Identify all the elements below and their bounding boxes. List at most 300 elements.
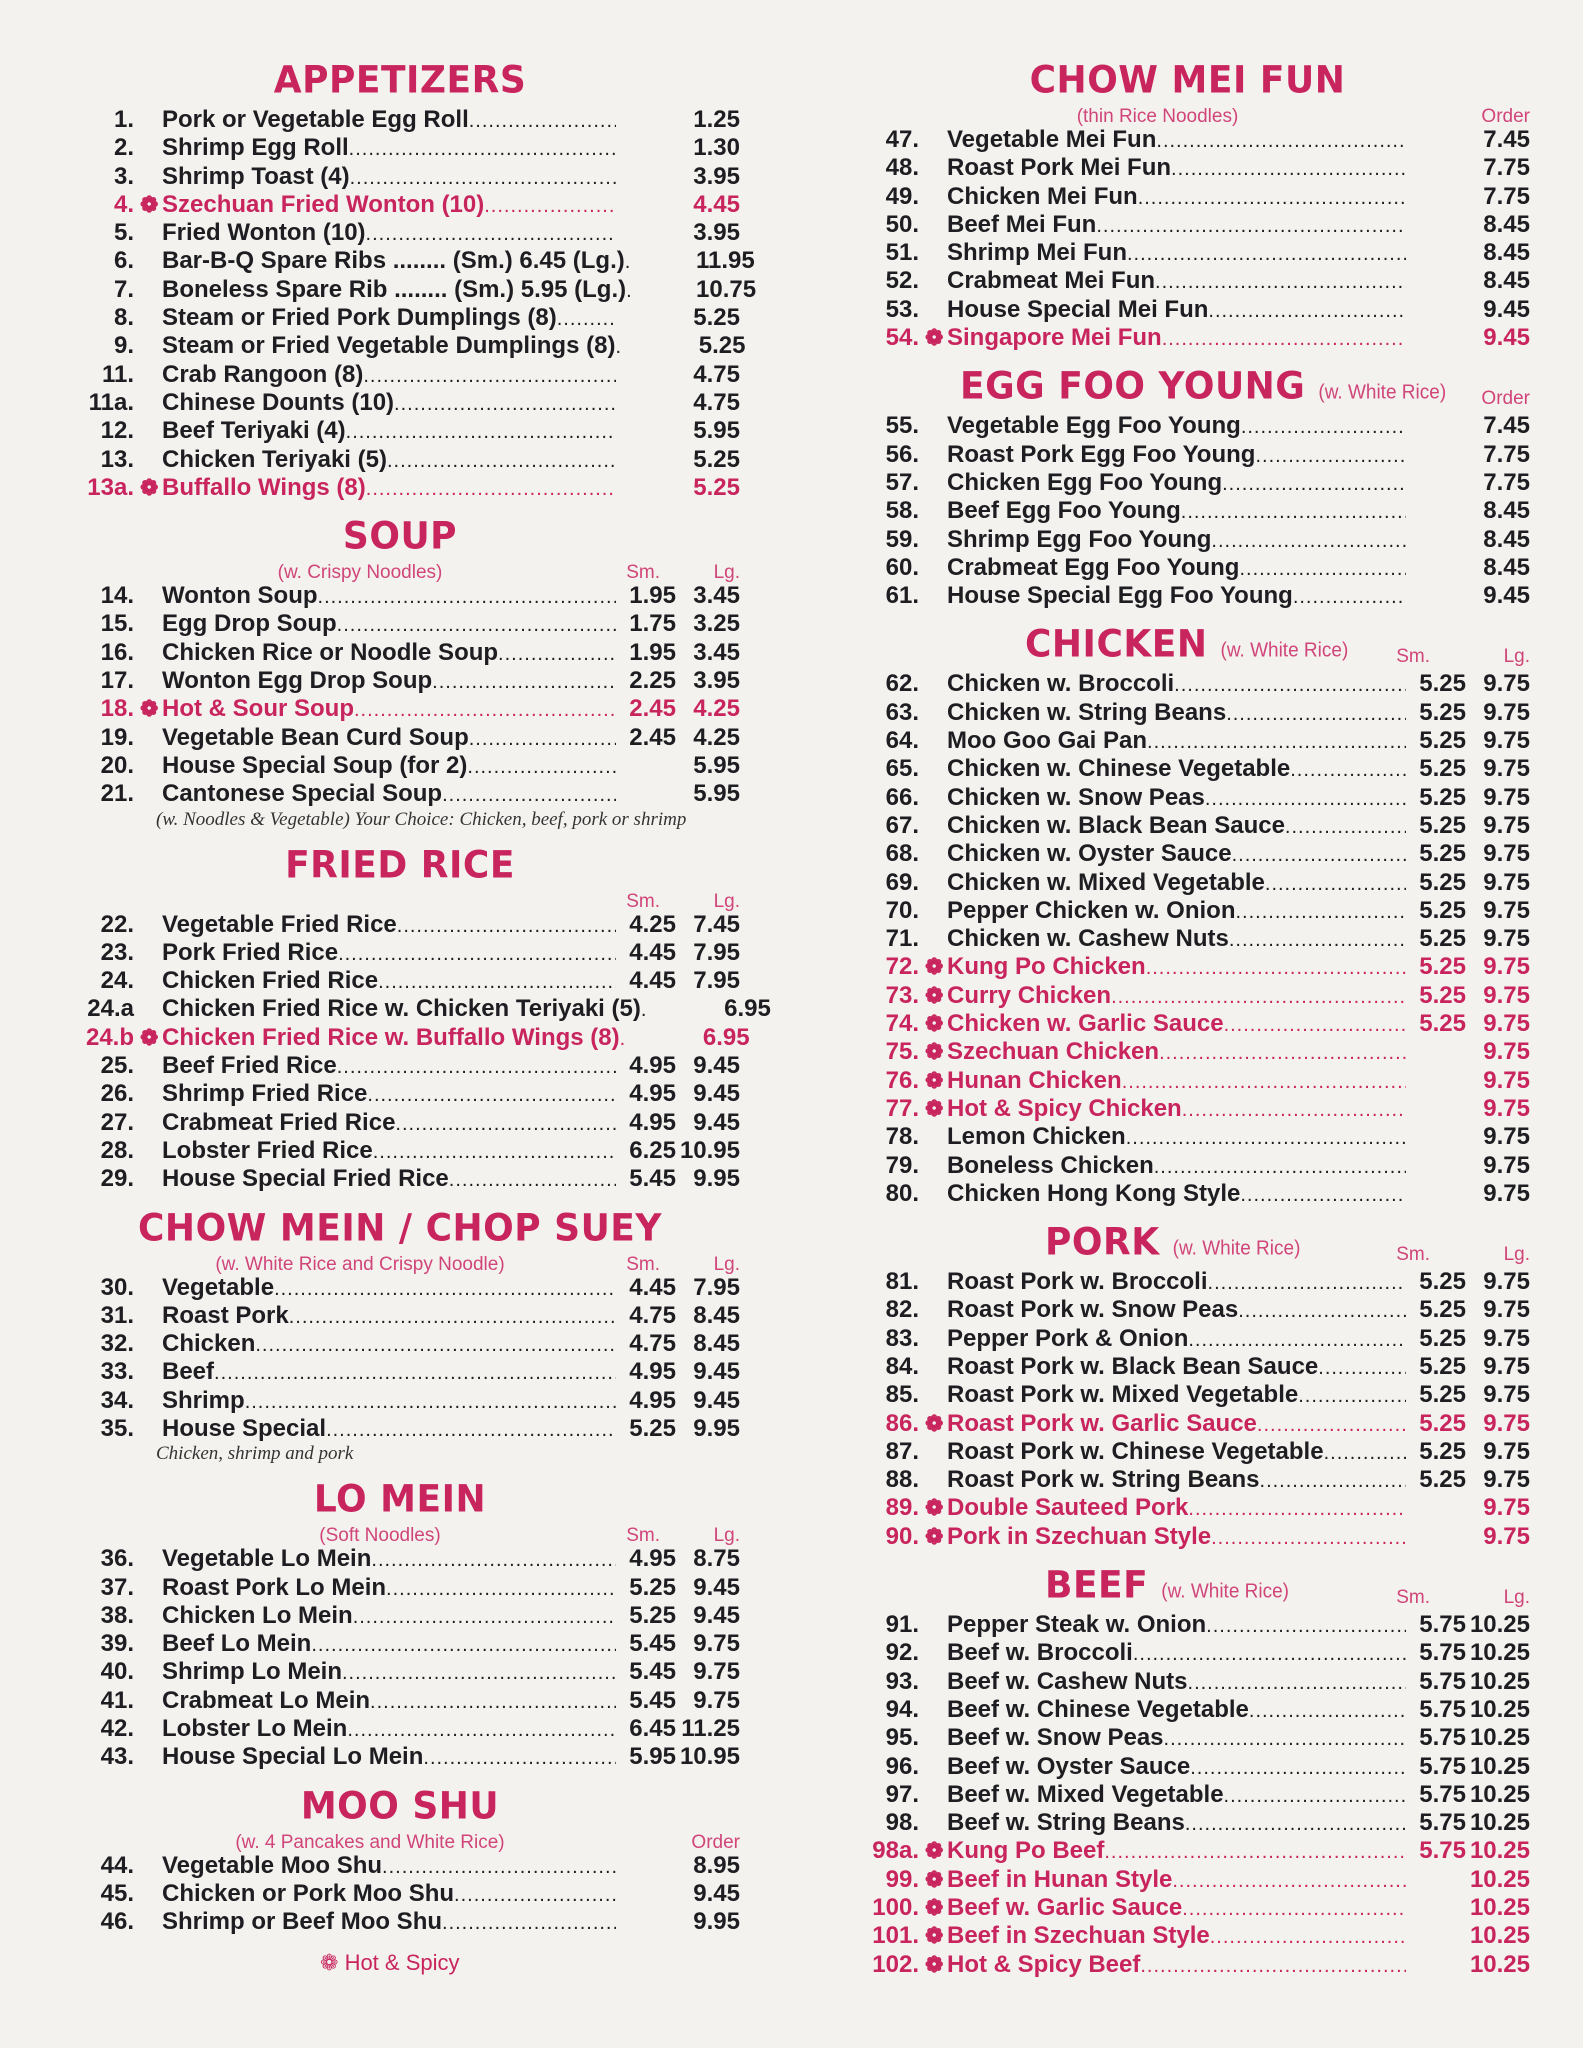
item-name: Buffallo Wings (8) <box>162 473 366 501</box>
dot-leader <box>1126 1127 1406 1150</box>
dot-leader <box>1156 130 1406 153</box>
dot-leader <box>432 671 616 694</box>
item-number: 29. <box>100 1165 134 1193</box>
section-subtitle: (w. White Rice) <box>1220 640 1349 663</box>
section-fried-rice <box>60 843 771 1194</box>
pepper-icon: ❁ <box>925 982 944 1008</box>
price: 10.25 <box>1469 1752 1530 1780</box>
price: 9.45 <box>693 1080 740 1108</box>
item-number: 65. <box>885 755 919 783</box>
item-number: 50. <box>885 210 919 238</box>
item-name: Beef w. Mixed Vegetable <box>947 1780 1224 1808</box>
dot-leader <box>1239 558 1406 581</box>
menu-item <box>845 670 1530 698</box>
price: 9.45 <box>693 1358 740 1386</box>
price-small: 5.25 <box>1419 1324 1466 1352</box>
price: 9.75 <box>1483 953 1530 981</box>
item-number: 93. <box>885 1667 919 1695</box>
section-header <box>845 1565 1530 1611</box>
item-name: Wonton Egg Drop Soup <box>162 667 433 695</box>
section-title <box>60 844 740 887</box>
menu-item <box>845 324 1530 352</box>
dot-leader <box>1127 243 1406 266</box>
column-header-small: Sm. <box>626 1525 660 1547</box>
dot-leader <box>1133 1643 1406 1666</box>
price-small: 5.25 <box>1419 1466 1466 1494</box>
price-small: 5.25 <box>1419 1352 1466 1380</box>
price-small: 5.25 <box>1419 1296 1466 1324</box>
item-name: Pepper Steak w. Onion <box>947 1611 1207 1639</box>
menu-item <box>845 582 1530 610</box>
section-subtitle: (w. White Rice) <box>1172 1237 1301 1260</box>
dot-leader <box>626 280 632 303</box>
menu-item <box>60 1052 740 1080</box>
item-number: 60. <box>885 553 919 581</box>
price: 4.25 <box>693 695 740 723</box>
item-number: 30. <box>100 1273 134 1301</box>
dot-leader <box>1182 1099 1406 1122</box>
legend-label: Hot & Spicy <box>344 1950 460 1975</box>
item-name: Pepper Chicken w. Onion <box>947 896 1236 924</box>
column-header-order: Order <box>691 1831 740 1853</box>
dot-leader <box>342 1662 616 1685</box>
item-number: 3. <box>113 162 134 190</box>
dot-leader <box>1224 1014 1406 1037</box>
pepper-icon: ❁ <box>140 696 159 722</box>
price-small: 5.95 <box>629 1743 676 1771</box>
section-title-text: LO MEIN <box>313 1478 487 1522</box>
price-small: 5.25 <box>1419 840 1466 868</box>
item-number: 99. <box>885 1865 919 1893</box>
dot-leader <box>378 971 616 994</box>
item-name: Chicken w. String Beans <box>947 698 1227 726</box>
dot-leader <box>1324 1442 1406 1465</box>
price: 1.25 <box>693 106 740 133</box>
price: 8.45 <box>1483 210 1530 238</box>
pepper-icon: ❁ <box>925 1011 944 1037</box>
dot-leader <box>1111 986 1406 1009</box>
section-chow-mei-fun <box>845 60 1530 352</box>
item-name: Beef in Hunan Style <box>947 1865 1173 1893</box>
item-name: House Special Egg Foo Young <box>947 582 1293 610</box>
price: 9.75 <box>1483 1010 1530 1038</box>
section-subheader <box>60 1832 740 1852</box>
price-small: 4.95 <box>629 1080 676 1108</box>
item-number: 22. <box>100 910 134 938</box>
menu-item <box>60 1023 750 1052</box>
menu-item <box>845 1381 1530 1409</box>
menu-item <box>845 1894 1530 1922</box>
menu-item <box>60 667 740 695</box>
price: 8.75 <box>693 1545 740 1573</box>
price-small: 5.25 <box>629 1573 676 1601</box>
menu-item <box>60 1109 740 1137</box>
item-number: 55. <box>885 412 919 440</box>
menu-item <box>60 275 757 304</box>
item-name: Pork Fried Rice <box>162 938 339 966</box>
item-name: Shrimp <box>162 1386 245 1414</box>
item-number: 7. <box>113 275 134 303</box>
menu-item <box>60 939 740 967</box>
dot-leader <box>1238 1300 1406 1323</box>
price-small: 5.25 <box>629 1414 676 1442</box>
menu-item <box>60 1715 740 1743</box>
dot-leader <box>1222 473 1406 496</box>
item-name: Curry Chicken <box>947 981 1112 1009</box>
item-number: 46. <box>100 1908 134 1936</box>
menu-item <box>845 1922 1530 1950</box>
menu-item <box>60 695 740 723</box>
menu-item <box>845 554 1530 582</box>
item-number: 76. <box>885 1066 919 1094</box>
item-name: Vegetable Mei Fun <box>947 126 1157 153</box>
item-number: 35. <box>100 1414 134 1442</box>
item-number: 69. <box>885 868 919 896</box>
item-number: 37. <box>100 1573 134 1601</box>
price-small: 5.45 <box>629 1165 676 1193</box>
item-number: 81. <box>885 1268 919 1296</box>
section-chicken <box>845 624 1530 1208</box>
section-title-text: BEEF <box>1045 1564 1149 1608</box>
dot-leader <box>1298 1385 1406 1408</box>
section-header <box>60 1479 740 1525</box>
price: 9.75 <box>693 1686 740 1714</box>
price: 9.75 <box>1483 1151 1530 1179</box>
item-number: 24.a <box>87 995 134 1023</box>
price: 9.75 <box>1483 1038 1530 1066</box>
pepper-icon: ❁ <box>925 1838 944 1864</box>
item-number: 15. <box>100 610 134 638</box>
price: 7.95 <box>693 967 740 995</box>
pepper-icon: ❁ <box>925 1523 944 1549</box>
price-small: 4.95 <box>629 1386 676 1414</box>
item-name: Vegetable Moo Shu <box>162 1851 383 1879</box>
dot-leader <box>1188 1672 1406 1695</box>
item-number: 21. <box>100 780 134 808</box>
price: 9.45 <box>693 1108 740 1136</box>
menu-item <box>845 727 1530 755</box>
section-title-text: MOO SHU <box>300 1784 500 1828</box>
item-name: Chicken w. Black Bean Sauce <box>947 811 1285 839</box>
price: 9.45 <box>693 1386 740 1414</box>
price-small: 5.25 <box>1419 953 1466 981</box>
dot-leader <box>1290 759 1406 782</box>
item-name: Cantonese Special Soup <box>162 780 443 808</box>
item-number: 78. <box>885 1123 919 1151</box>
dot-leader <box>1285 816 1406 839</box>
column-header-small: Sm. <box>1396 1244 1430 1266</box>
price-small: 4.45 <box>629 938 676 966</box>
dot-leader <box>397 915 616 938</box>
item-name: Pork in Szechuan Style <box>947 1522 1212 1550</box>
item-name: Beef Mei Fun <box>947 210 1097 238</box>
price: 9.75 <box>693 1630 740 1658</box>
dot-leader <box>467 756 616 779</box>
price-small: 5.75 <box>1419 1724 1466 1752</box>
menu-item <box>845 412 1530 440</box>
price-small: 5.45 <box>629 1658 676 1686</box>
item-number: 63. <box>885 698 919 726</box>
menu-item <box>60 967 740 995</box>
section-header <box>60 60 740 106</box>
item-name: House Special Fried Rice <box>162 1165 449 1193</box>
price: 10.25 <box>1469 1639 1530 1667</box>
dot-leader <box>1146 957 1406 980</box>
item-number: 102. <box>872 1950 919 1978</box>
price: 9.75 <box>1483 1522 1530 1550</box>
price: 9.75 <box>1483 981 1530 1009</box>
right-column <box>845 60 1530 1993</box>
dot-leader <box>1096 215 1406 238</box>
price: 9.75 <box>1483 1123 1530 1151</box>
price: 7.45 <box>1483 126 1530 153</box>
menu-item <box>845 526 1530 554</box>
menu-item <box>60 639 740 667</box>
price: 6.95 <box>724 995 771 1023</box>
menu-item <box>60 582 740 610</box>
dot-leader <box>1181 501 1406 524</box>
price-small: 5.75 <box>1419 1639 1466 1667</box>
item-number: 86. <box>885 1409 919 1437</box>
menu-item <box>845 699 1530 727</box>
item-name: Beef Lo Mein <box>162 1630 312 1658</box>
price-small: 1.95 <box>629 582 676 610</box>
section-title-text: CHOW MEIN / CHOP SUEY <box>138 1206 662 1250</box>
menu-item <box>60 1302 740 1330</box>
price: 7.75 <box>1483 154 1530 182</box>
price: 3.95 <box>693 667 740 695</box>
item-number: 43. <box>100 1743 134 1771</box>
dot-leader <box>423 1747 616 1770</box>
item-number: 90. <box>885 1522 919 1550</box>
item-name: Crabmeat Lo Mein <box>162 1686 371 1714</box>
item-number: 71. <box>885 925 919 953</box>
item-number: 77. <box>885 1094 919 1122</box>
item-name: Szechuan Fried Wonton (10) <box>162 190 485 218</box>
item-name: Double Sauteed Pork <box>947 1494 1189 1522</box>
price-small: 1.95 <box>629 638 676 666</box>
dot-leader <box>1240 1184 1406 1207</box>
item-name: Kung Po Chicken <box>947 953 1146 981</box>
menu-item <box>845 183 1530 211</box>
item-number: 61. <box>885 582 919 610</box>
section-header <box>845 366 1530 412</box>
item-name: Beef Fried Rice <box>162 1052 337 1080</box>
price: 4.45 <box>693 190 740 218</box>
menu-item <box>60 163 740 191</box>
item-number: 82. <box>885 1296 919 1324</box>
item-name: Vegetable Bean Curd Soup <box>162 723 469 751</box>
item-name: Vegetable Egg Foo Young <box>947 412 1241 440</box>
menu-item <box>60 191 740 219</box>
menu-item <box>845 154 1530 182</box>
price: 9.75 <box>1483 1324 1530 1352</box>
item-name: Lobster Fried Rice <box>162 1136 373 1164</box>
section-subheader <box>845 106 1530 126</box>
section-title-text: CHOW MEI FUN <box>1029 58 1346 103</box>
item-name: Shrimp Lo Mein <box>162 1658 342 1686</box>
item-number: 4. <box>113 190 134 218</box>
item-name: Chicken Fried Rice <box>162 967 379 995</box>
item-number: 73. <box>885 981 919 1009</box>
dot-leader <box>367 1084 616 1107</box>
menu-item <box>60 1387 740 1415</box>
price-small: 4.95 <box>629 1358 676 1386</box>
dot-leader <box>382 1856 616 1879</box>
item-number: 98a. <box>872 1837 919 1865</box>
item-name: Boneless Spare Rib ........ (Sm.) 5.95 (Lg.) <box>162 275 627 303</box>
price: 9.75 <box>1483 1352 1530 1380</box>
item-name: Crabmeat Fried Rice <box>162 1108 396 1136</box>
price: 4.25 <box>693 723 740 751</box>
price: 9.75 <box>1483 670 1530 698</box>
section-title-text: EGG FOO YOUNG <box>960 365 1306 409</box>
item-name: Chicken Hong Kong Style <box>947 1179 1241 1207</box>
item-number: 41. <box>100 1686 134 1714</box>
menu-item <box>845 1466 1530 1494</box>
menu-item <box>60 1602 740 1630</box>
price-small: 5.25 <box>1419 727 1466 755</box>
item-number: 100. <box>872 1894 919 1922</box>
menu-item <box>845 1611 1530 1639</box>
dot-leader <box>349 138 616 161</box>
menu-item <box>845 1951 1530 1979</box>
price-small: 4.75 <box>629 1301 676 1329</box>
section-subtitle: (w. White Rice and Crispy Noodle) <box>215 1253 505 1275</box>
menu-item <box>845 441 1530 469</box>
price: 7.75 <box>1483 440 1530 468</box>
price: 3.45 <box>693 582 740 610</box>
item-name: Crabmeat Mei Fun <box>947 267 1156 295</box>
dot-leader <box>557 308 616 331</box>
item-number: 59. <box>885 525 919 553</box>
item-name: Roast Pork w. String Beans <box>947 1466 1260 1494</box>
price: 9.45 <box>1483 295 1530 323</box>
item-name: Beef w. Cashew Nuts <box>947 1667 1188 1695</box>
menu-item <box>845 1268 1530 1296</box>
price: 9.45 <box>1483 324 1530 352</box>
section-beef <box>845 1565 1530 1979</box>
menu-item <box>845 1353 1530 1381</box>
item-name: Beef w. Chinese Vegetable <box>947 1695 1249 1723</box>
item-name: Boneless Chicken <box>947 1151 1154 1179</box>
dot-leader <box>387 450 616 473</box>
item-number: 74. <box>885 1010 919 1038</box>
section-subheader <box>60 562 740 582</box>
dot-leader <box>354 699 616 722</box>
dot-leader <box>274 1278 616 1301</box>
item-number: 66. <box>885 783 919 811</box>
price-small: 5.75 <box>1419 1667 1466 1695</box>
menu-item <box>845 1067 1530 1095</box>
section-title-text: CHICKEN <box>1025 623 1208 667</box>
price: 3.95 <box>693 219 740 247</box>
item-number: 96. <box>885 1752 919 1780</box>
price: 9.45 <box>693 1879 740 1907</box>
price: 9.95 <box>693 1165 740 1193</box>
menu-item <box>845 1668 1530 1696</box>
section-subtitle: (w. White Rice) <box>1318 382 1447 405</box>
price: 10.25 <box>1469 1809 1530 1837</box>
section-header <box>845 624 1530 670</box>
item-number: 53. <box>885 295 919 323</box>
dot-leader <box>1265 873 1406 896</box>
item-name: Shrimp Mei Fun <box>947 239 1127 267</box>
section-title <box>60 1206 740 1249</box>
item-name: Roast Pork w. Snow Peas <box>947 1296 1239 1324</box>
item-name: Hot & Spicy Beef <box>947 1950 1141 1978</box>
item-name: Chicken w. Oyster Sauce <box>947 840 1232 868</box>
menu-item <box>60 1137 740 1165</box>
price-small: 5.75 <box>1419 1780 1466 1808</box>
item-name: House Special <box>162 1414 327 1442</box>
menu-item <box>845 1696 1530 1724</box>
pepper-icon: ❁ <box>140 191 159 217</box>
item-name: Hot & Spicy Chicken <box>947 1094 1182 1122</box>
item-name: Chicken w. Broccoli <box>947 670 1175 698</box>
item-number: 64. <box>885 727 919 755</box>
section-note: Chicken, shrimp and pork <box>156 1443 354 1465</box>
price: 10.25 <box>1469 1695 1530 1723</box>
item-name: Kung Po Beef <box>947 1837 1105 1865</box>
item-name: Chicken Mei Fun <box>947 182 1138 210</box>
section-pork <box>845 1222 1530 1551</box>
menu-item <box>60 1274 740 1302</box>
price-small: 4.45 <box>629 1273 676 1301</box>
menu-item <box>60 417 740 445</box>
item-name: Hot & Sour Soup <box>162 695 354 723</box>
dot-leader <box>1318 1357 1406 1380</box>
dot-leader <box>1224 1785 1406 1808</box>
item-number: 12. <box>100 417 134 445</box>
item-name: Roast Pork Egg Foo Young <box>947 440 1256 468</box>
price: 10.25 <box>1469 1950 1530 1978</box>
dot-leader <box>346 421 616 444</box>
dot-leader <box>620 1028 626 1051</box>
item-name: Shrimp Toast (4) <box>162 162 350 190</box>
item-name: Beef w. Snow Peas <box>947 1724 1164 1752</box>
price-small: 5.25 <box>1419 670 1466 698</box>
price: 9.75 <box>1483 1296 1530 1324</box>
menu-item <box>60 1545 740 1573</box>
item-number: 101. <box>872 1922 919 1950</box>
dot-leader <box>1138 187 1406 210</box>
menu-item <box>845 267 1530 295</box>
item-name: Roast Pork w. Broccoli <box>947 1268 1208 1296</box>
column-header-large: Lg. <box>1503 646 1530 668</box>
menu-item <box>60 1630 740 1658</box>
price: 8.45 <box>1483 525 1530 553</box>
price-small: 4.95 <box>629 1108 676 1136</box>
item-number: 91. <box>885 1611 919 1639</box>
item-name: Shrimp Fried Rice <box>162 1080 368 1108</box>
item-name: Lemon Chicken <box>947 1123 1126 1151</box>
menu-item <box>845 1410 1530 1438</box>
item-name: Chicken or Pork Moo Shu <box>162 1879 455 1907</box>
item-number: 67. <box>885 811 919 839</box>
item-number: 34. <box>100 1386 134 1414</box>
price-small: 5.75 <box>1419 1611 1466 1639</box>
price: 7.95 <box>693 938 740 966</box>
price: 10.25 <box>1469 1865 1530 1893</box>
price: 10.25 <box>1469 1780 1530 1808</box>
price: 9.75 <box>1483 1381 1530 1409</box>
item-number: 92. <box>885 1639 919 1667</box>
dot-leader <box>1229 929 1406 952</box>
menu-item <box>60 389 740 417</box>
item-name: Vegetable Fried Rice <box>162 910 397 938</box>
dot-leader <box>311 1634 616 1657</box>
